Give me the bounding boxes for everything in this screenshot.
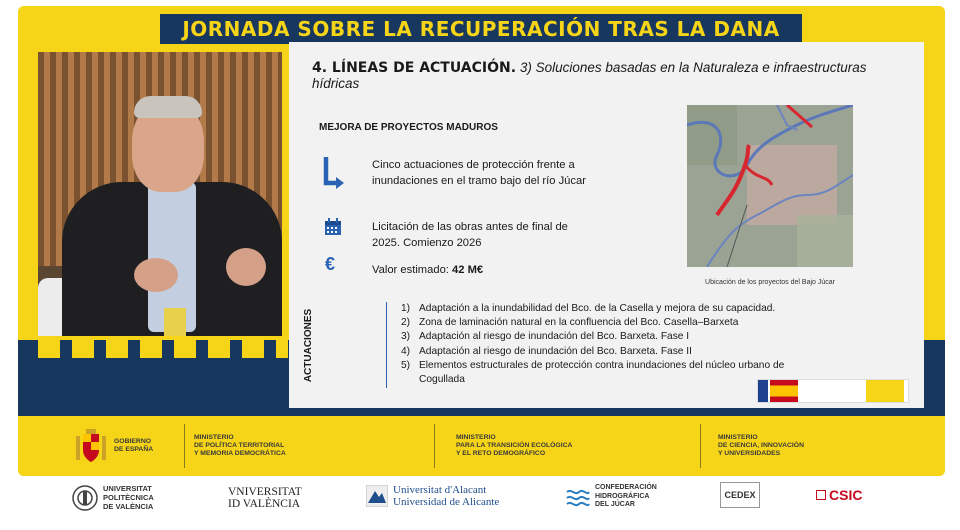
speaker-video <box>38 52 282 336</box>
spain-flag-icon <box>770 380 798 402</box>
heading-bold: 4. LÍNEAS DE ACTUACIÓN. <box>312 60 517 76</box>
event-title: JORNADA SOBRE LA RECUPERACIÓN TRAS LA DANA <box>182 17 780 41</box>
upv-logo: UNIVERSITAT POLITÈCNICA DE VALÈNCIA <box>72 484 154 511</box>
heading-italic: 3) Soluciones basadas en la Naturaleza e infraestructuras hídricas <box>312 60 867 91</box>
uv-logo: VNIVERSITAT ID VALÈNCIA <box>228 486 302 510</box>
coat-of-arms-icon <box>74 428 108 464</box>
ministry-ciencia: MINISTERIO DE CIENCIA, INNOVACIÓN Y UNIVERSIDADES <box>718 434 804 457</box>
slide-heading <box>312 60 902 92</box>
ua-logo: Universitat d'Alacant Universidad de Alicante <box>366 484 499 508</box>
water-waves-icon <box>566 486 590 508</box>
lanyard-badge <box>164 308 186 336</box>
event-title-banner <box>160 14 802 44</box>
chj-logo: CONFEDERACIÓN HIDROGRÁFICA DEL JÚCAR <box>566 484 657 510</box>
sponsors-bar <box>0 478 960 528</box>
upv-seal-icon <box>72 485 98 511</box>
list-item: 3) Adaptación al riesgo de inundación del Bco. Barxeta. Fase I <box>401 331 690 343</box>
actions-divider <box>386 302 387 388</box>
cedex-logo: CEDEX <box>720 482 760 508</box>
calendar-icon <box>324 218 342 236</box>
list-item: 2) Zona de laminación natural en la confluencia del Bco. Casella–Barxeta <box>401 317 739 329</box>
list-item: 4) Adaptación al riesgo de inundación del Bco. Barxeta. Fase II <box>401 345 692 357</box>
csic-mark-icon <box>816 490 826 500</box>
actions-list <box>401 302 821 387</box>
gov-funding-logo <box>757 379 909 403</box>
actions-label: ACTUACIONES <box>303 308 315 383</box>
ua-mountain-icon <box>366 485 388 507</box>
slide-subheading: MEJORA DE PROYECTOS MADUROS <box>319 122 498 133</box>
euro-icon: € <box>325 254 336 274</box>
list-item: 5) Elementos estructurales de protección contra inundaciones del núcleo urbano de Cogullada <box>401 359 785 386</box>
item-licitacion: Licitación de las obras antes de final de 2025. Comienzo 2026 <box>372 221 568 249</box>
item-valor <box>372 263 592 279</box>
valor-label: Valor estimado: <box>372 264 453 276</box>
list-item: 1) Adaptación a la inundabilidad del Bco. de la Casella y mejora de su capacidad. <box>401 303 776 314</box>
valor-amount: 42 M€ <box>452 264 484 276</box>
map-caption: Ubicación de los proyectos del Bajo Júcar <box>705 279 835 286</box>
corner-arrow-icon <box>323 155 345 189</box>
csic-logo: CSIC <box>816 487 862 503</box>
slide <box>289 42 924 408</box>
ministry-transicion-ecologica: MINISTERIO PARA LA TRANSICIÓN ECOLÓGICA Y EL RETO DEMOGRÁFICO <box>456 434 573 457</box>
ministry-politica-territorial: MINISTERIO DE POLÍTICA TERRITORIAL Y MEMORIA DEMOCRÁTICA <box>194 434 286 457</box>
item-protection: Cinco actuaciones de protección frente a inundaciones en el tramo bajo del río Júcar <box>372 159 586 187</box>
location-map <box>687 105 853 267</box>
gobierno-logo: GOBIERNO DE ESPAÑA <box>74 424 153 468</box>
presentation-frame <box>18 6 945 476</box>
ministries-bar <box>18 416 945 476</box>
